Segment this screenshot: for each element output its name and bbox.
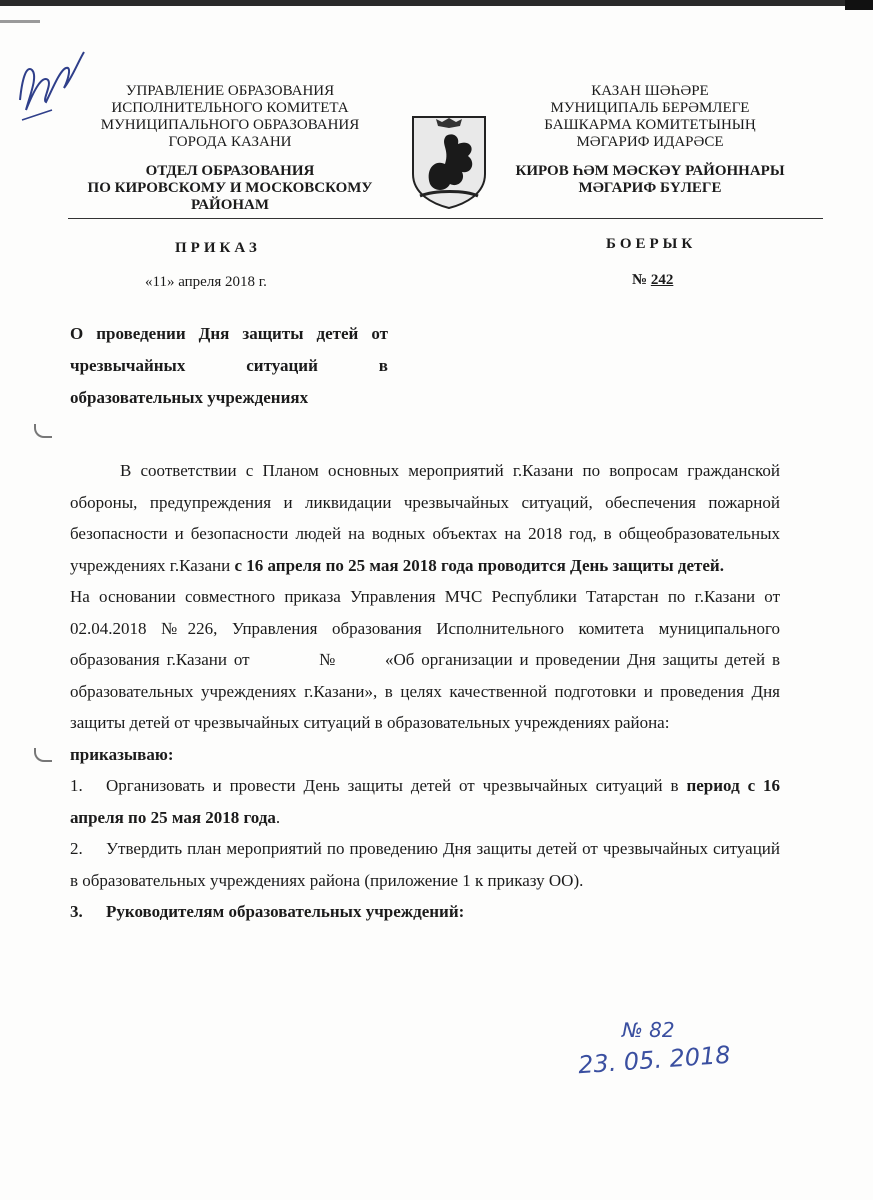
list-item-1	[70, 770, 780, 833]
handwritten-note-number: № 82	[622, 1018, 675, 1042]
margin-mark	[34, 424, 52, 438]
list-item-2	[70, 833, 780, 896]
order-number	[632, 272, 673, 289]
list-item-1-number: 1.	[70, 776, 83, 795]
scan-corner-mark	[845, 0, 873, 10]
list-item-3-number: 3.	[70, 902, 83, 921]
order-subject: О проведении Дня защиты детей от чрезвычайных ситуаций в образовательных учреждениях	[70, 324, 388, 407]
list-item-1-text: Организовать и провести День защиты детей от чрезвычайных ситуаций в	[106, 776, 687, 795]
right-org-line: БАШКАРМА КОМИТЕТЫНЫҢ	[544, 117, 756, 133]
scan-smudge	[0, 20, 40, 23]
left-org-line: ИСПОЛНИТЕЛЬНОГО КОМИТЕТА	[111, 100, 349, 116]
order-title-ru: ПРИКАЗ	[175, 240, 261, 256]
right-dept-line: МӘГАРИФ БҮЛЕГЕ	[578, 180, 722, 196]
paragraph-basis-text: В соответствии с Планом основных мероприятий г.Казани по вопросам гражданской обороны, предупреждения и ликвидации чрезвычайных ситуаций, обеспечения пожарной безопасности и безопасности людей на водных объектах на 2018 год, в общеобразовательных учреждениях г.Казани	[70, 461, 780, 575]
left-dept-line: РАЙОНАМ	[190, 197, 270, 213]
right-org-line: КАЗАН ШӘҺӘРЕ	[591, 83, 709, 99]
left-org-line: МУНИЦИПАЛЬНОГО ОБРАЗОВАНИЯ	[100, 117, 360, 133]
list-item-3-text: Руководителям образовательных учреждений:	[106, 902, 465, 921]
order-title-tt: БОЕРЫК	[606, 236, 697, 252]
list-item-2-text: Утвердить план мероприятий по проведению Дня защиты детей от чрезвычайных ситуаций в образовательных учреждениях района (приложение 1 к приказу ОО).	[70, 839, 780, 890]
list-item-2-number: 2.	[70, 839, 83, 858]
grounds-number-sign: №	[316, 650, 339, 669]
paragraph-grounds	[70, 581, 780, 739]
header-right	[470, 83, 830, 197]
header-left	[70, 83, 390, 214]
list-item-1-end: .	[275, 807, 281, 827]
order-number-value: 242	[650, 272, 674, 288]
margin-mark	[34, 748, 52, 762]
list-item-1-bold: период с 16 апреля по 25 мая 2018 года	[70, 776, 781, 827]
order-date: «11» апреля 2018 г.	[145, 274, 267, 290]
header-divider	[68, 218, 823, 219]
handwritten-note-date: 23. 05. 2018	[577, 1040, 732, 1080]
right-org-line: МӘГАРИФ ИДАРӘСЕ	[576, 134, 724, 150]
paragraph-basis-bold: с 16 апреля по 25 мая 2018 года проводится День защиты детей.	[234, 555, 724, 575]
left-org-line: ГОРОДА КАЗАНИ	[168, 134, 292, 150]
right-dept-line: КИРОВ ҺӘМ МӘСКӘҮ РАЙОННАРЫ	[515, 163, 785, 179]
directive: приказываю:	[70, 744, 174, 764]
grounds-part1: На основании совместного приказа Управления МЧС Республики Татарстан по г.Казани от 02.04.2018 №226, Управления образования Исполнительного комитета муниципального образования г.Казани от	[70, 587, 780, 669]
left-org-line: УПРАВЛЕНИЕ ОБРАЗОВАНИЯ	[125, 83, 335, 99]
left-dept-line: ПО КИРОВСКОМУ И МОСКОВСКОМУ	[87, 180, 373, 196]
order-body	[70, 455, 780, 928]
list-item-3	[70, 896, 780, 928]
paragraph-basis	[70, 455, 780, 581]
grounds-part2: «Об организации и проведении Дня защиты детей в образовательных учреждениях г.Казани», в целях качественной подготовки и проведения Дня защиты детей от чрезвычайных ситуаций в образовательных учреждениях района:	[70, 650, 780, 732]
scan-top-edge	[0, 0, 873, 6]
right-org-line: МУНИЦИПАЛЬ БЕРӘМЛЕГЕ	[550, 100, 750, 116]
order-number-prefix: №	[632, 272, 651, 288]
left-dept-line: ОТДЕЛ ОБРАЗОВАНИЯ	[145, 163, 315, 179]
